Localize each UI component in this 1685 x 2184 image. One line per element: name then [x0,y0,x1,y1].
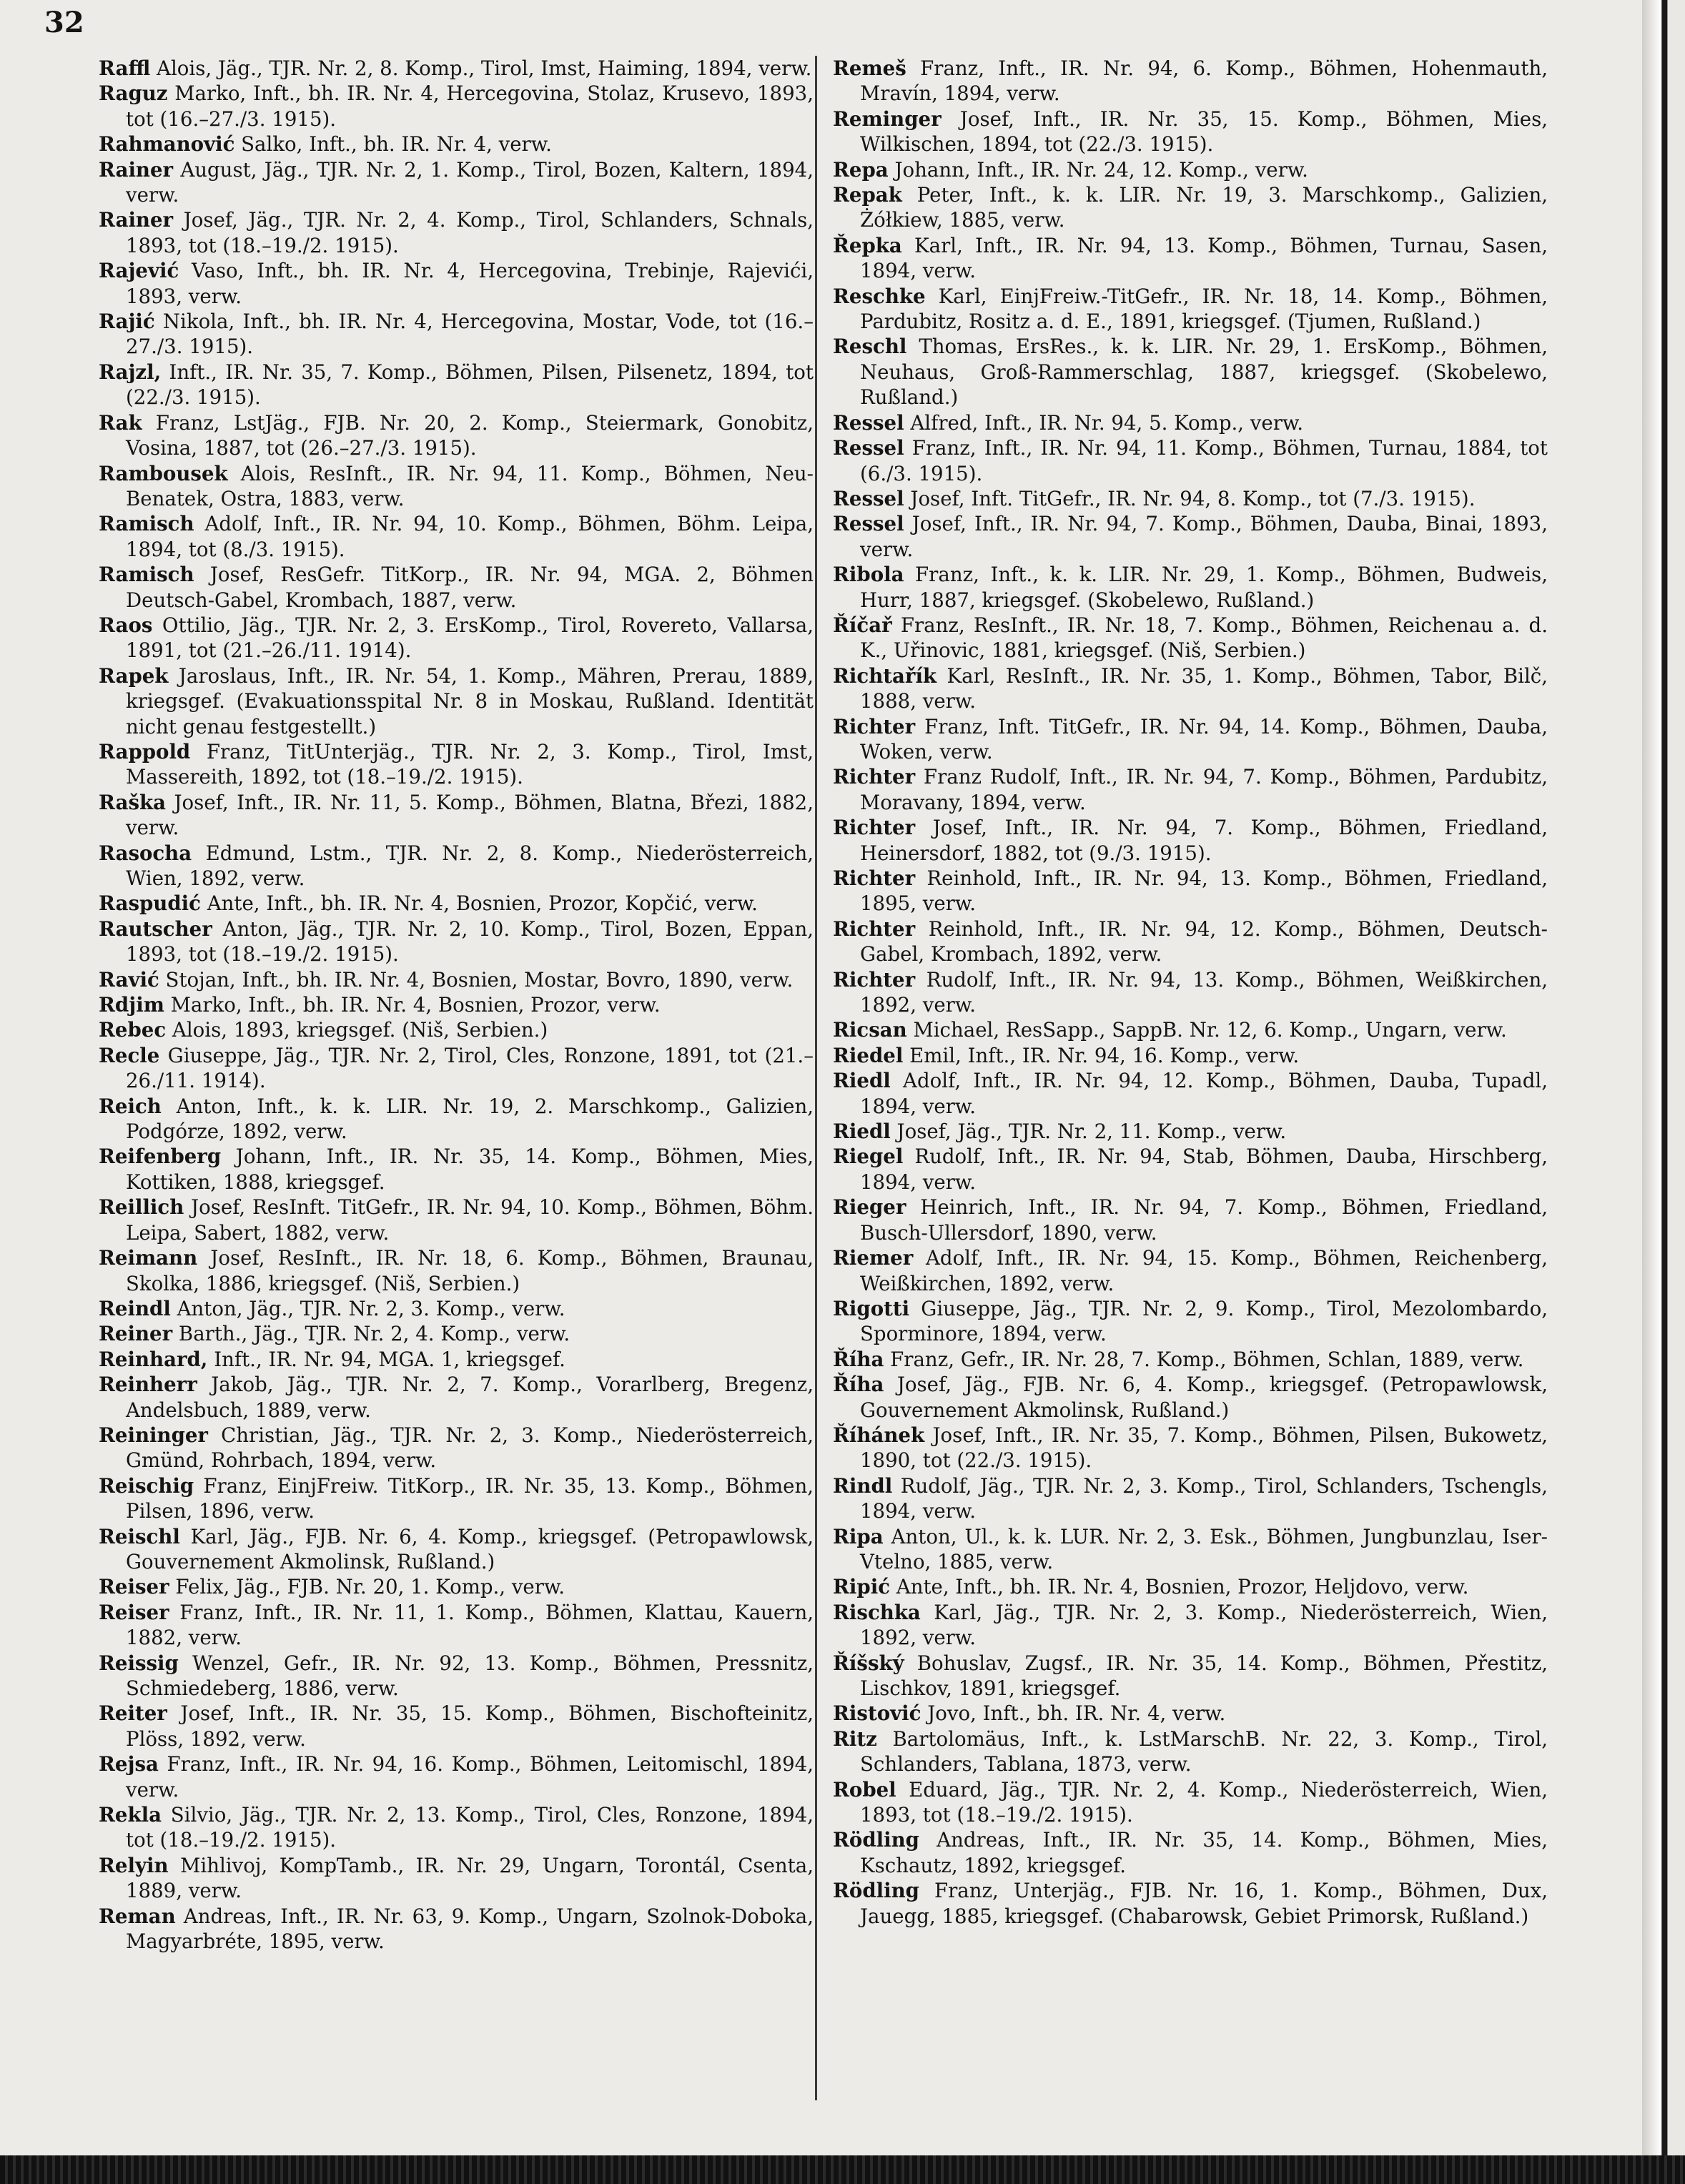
right-column [833,56,1548,1929]
entry-details: Alois, Jäg., TJR. Nr. 2, 8. Komp., Tirol, Imst, Haiming, 1894, verw. [150,56,812,80]
list-entry [833,1423,1548,1473]
list-entry [833,1144,1548,1195]
entry-surname: Raguz [99,81,168,106]
list-entry [99,1296,814,1321]
entry-details: Josef, Jäg., FJB. Nr. 6, 4. Komp., kriegsgef. (Petropawlowsk, Gouvernement Akmolinsk, Rußland.) [860,1373,1548,1422]
entry-surname: Řepka [833,233,902,257]
list-entry [833,233,1548,284]
column-divider [815,56,817,2100]
entry-details: Stojan, Inft., bh. IR. Nr. 4, Bosnien, Mostar, Bovro, 1890, verw. [159,967,794,992]
entry-details: Peter, Inft., k. k. LIR. Nr. 19, 3. Marschkomp., Galizien, Żółkiew, 1885, verw. [860,183,1548,232]
entry-surname: Richter [833,714,916,738]
entry-details: Josef, Inft., IR. Nr. 11, 5. Komp., Böhmen, Blatna, Březi, 1882, verw. [126,790,814,840]
entry-surname: Raspudić [99,891,201,916]
entry-surname: Říčař [833,613,892,637]
list-entry [99,1574,814,1599]
list-entry [99,1245,814,1296]
list-entry [833,1296,1548,1347]
entry-details: Josef, Inft., IR. Nr. 94, 7. Komp., Böhmen, Friedland, Heinersdorf, 1882, tot (9./3. 1915). [860,816,1548,865]
entry-details: Franz, Unterjäg., FJB. Nr. 16, 1. Komp., Böhmen, Dux, Jauegg, 1885, kriegsgef. (Chabarowsk, Gebiet Primorsk, Rußland.) [860,1879,1548,1928]
entry-surname: Rahmanović [99,132,235,157]
entry-surname: Ressel [833,486,904,510]
entry-surname: Reiser [99,1600,169,1624]
entry-details: Josef, Jäg., TJR. Nr. 2, 4. Komp., Tirol, Schlanders, Schnals, 1893, tot (18.–19./2. 1915). [126,208,814,257]
list-entry [99,916,814,967]
entry-surname: Richter [833,916,916,941]
list-entry [833,1068,1548,1119]
list-entry [99,1372,814,1423]
list-entry [833,157,1548,182]
entry-details: Karl, EinjFreiw.-TitGefr., IR. Nr. 18, 14. Komp., Böhmen, Pardubitz, Rositz a. d. E., 1891, kriegsgef. (Tjumen, Rußland.) [860,284,1548,334]
entry-surname: Rieger [833,1195,906,1220]
entry-details: Josef, Inft., IR. Nr. 35, 15. Komp., Böhmen, Mies, Wilkischen, 1894, tot (22./3. 1915). [860,107,1548,157]
list-entry [833,1827,1548,1878]
list-entry [99,790,814,841]
entry-surname: Rautscher [99,916,212,941]
entry-surname: Reschke [833,284,926,308]
list-entry [99,410,814,461]
entry-details: Alfred, Inft., IR. Nr. 94, 5. Komp., verw. [904,410,1304,435]
entry-details: Franz, LstJäg., FJB. Nr. 20, 2. Komp., Steiermark, Gonobitz, Vosina, 1887, tot (26.–27./3. 1915). [126,410,814,460]
entry-surname: Reillich [99,1195,184,1220]
entry-details: Rudolf, Inft., IR. Nr. 94, 13. Komp., Böhmen, Weißkirchen, 1892, verw. [860,967,1548,1017]
entry-details: Franz Rudolf, Inft., IR. Nr. 94, 7. Komp., Böhmen, Pardubitz, Moravany, 1894, verw. [860,765,1548,814]
entry-surname: Richter [833,967,916,992]
entry-details: Christian, Jäg., TJR. Nr. 2, 3. Komp., Niederösterreich, Gmünd, Rohrbach, 1894, verw. [126,1423,814,1473]
entry-details: Nikola, Inft., bh. IR. Nr. 4, Hercegovina, Mostar, Vode, tot (16.–27./3. 1915). [126,310,814,359]
entry-surname: Rindl [833,1473,893,1498]
list-entry [99,613,814,663]
list-entry [833,334,1548,410]
entry-details: Marko, Inft., bh. IR. Nr. 4, Bosnien, Prozor, verw. [164,993,661,1017]
entry-surname: Rischka [833,1600,921,1624]
entry-details: Inft., IR. Nr. 35, 7. Komp., Böhmen, Pilsen, Pilsenetz, 1894, tot (22./3. 1915). [126,360,814,410]
entry-surname: Reiner [99,1322,173,1346]
list-entry [99,1473,814,1524]
list-entry [99,1017,814,1042]
entry-surname: Raška [99,790,166,814]
entry-surname: Raos [99,613,153,637]
entry-surname: Ribola [833,563,904,587]
entry-details: Felix, Jäg., FJB. Nr. 20, 1. Komp., verw. [169,1575,565,1599]
entry-details: Inft., IR. Nr. 94, MGA. 1, kriegsgef. [207,1347,565,1371]
left-column [99,56,814,1954]
list-entry [99,739,814,790]
entry-surname: Riedl [833,1120,891,1144]
list-entry [833,663,1548,714]
entry-details: Josef, ResGefr. TitKorp., IR. Nr. 94, MGA. 2, Böhmen Deutsch-Gabel, Krombach, 1887, verw. [126,563,814,612]
list-entry [99,258,814,309]
entry-surname: Rödling [833,1879,919,1903]
list-entry [99,81,814,132]
list-entry [833,815,1548,866]
entry-surname: Ripa [833,1524,884,1548]
list-entry [99,1802,814,1853]
list-entry [833,764,1548,815]
entry-details: Jaroslaus, Inft., IR. Nr. 54, 1. Komp., Mähren, Prerau, 1889, kriegsgef. (Evakuationsspital Nr. 8 in Moskau, Rußland. Identität nicht genau festgestellt.) [126,663,814,738]
entry-details: Marko, Inft., bh. IR. Nr. 4, Hercegovina, Stolaz, Krusevo, 1893, tot (16.–27./3. 1915). [126,81,814,131]
list-entry [99,56,814,81]
entry-surname: Rambousek [99,461,228,485]
list-entry [99,1321,814,1346]
entry-surname: Ripić [833,1575,890,1599]
entry-details: Adolf, Inft., IR. Nr. 94, 15. Komp., Böhmen, Reichenberg, Weißkirchen, 1892, verw. [860,1246,1548,1295]
list-entry [833,613,1548,663]
entry-surname: Říšský [833,1651,904,1675]
entry-details: Anton, Ul., k. k. LUR. Nr. 2, 3. Esk., Böhmen, Jungbunzlau, Iser-Vtelno, 1885, verw. [860,1524,1548,1573]
entry-surname: Ressel [833,436,904,460]
entry-details: Adolf, Inft., IR. Nr. 94, 12. Komp., Böhmen, Dauba, Tupadl, 1894, verw. [860,1069,1548,1118]
list-entry [833,284,1548,335]
list-entry [833,1651,1548,1701]
entry-details: Rudolf, Inft., IR. Nr. 94, Stab, Böhmen, Dauba, Hirschberg, 1894, verw. [860,1145,1548,1194]
list-entry [833,1878,1548,1929]
entry-surname: Ressel [833,410,904,435]
entry-surname: Ramisch [99,563,194,587]
entry-details: Rudolf, Jäg., TJR. Nr. 2, 3. Komp., Tirol, Schlanders, Tschengls, 1894, verw. [860,1473,1548,1523]
entry-details: Karl, Jäg., FJB. Nr. 6, 4. Komp., kriegsgef. (Petropawlowsk, Gouvernement Akmolinsk, Rußland.) [126,1524,814,1573]
entry-surname: Riemer [833,1246,914,1270]
entry-details: Karl, Inft., IR. Nr. 94, 13. Komp., Böhmen, Turnau, Sasen, 1894, verw. [860,233,1548,283]
list-entry [99,663,814,739]
entry-details: Johann, Inft., IR. Nr. 24, 12. Komp., verw. [888,157,1308,182]
entry-details: August, Jäg., TJR. Nr. 2, 1. Komp., Tirol, Bozen, Kaltern, 1894, verw. [126,157,814,207]
entry-details: Ante, Inft., bh. IR. Nr. 4, Bosnien, Prozor, Heljdovo, verw. [890,1575,1469,1599]
list-entry [833,1372,1548,1423]
entry-details: Josef, ResInft. TitGefr., IR. Nr. 94, 10. Komp., Böhmen, Böhm. Leipa, Sabert, 1882, verw. [126,1195,814,1245]
list-entry [833,714,1548,765]
entry-details: Franz, Inft., IR. Nr. 11, 1. Komp., Böhmen, Klattau, Kauern, 1882, verw. [126,1600,814,1650]
list-entry [833,1574,1548,1599]
entry-surname: Ramisch [99,512,194,536]
entry-details: Heinrich, Inft., IR. Nr. 94, 7. Komp., Böhmen, Friedland, Busch-Ullersdorf, 1890, verw. [860,1195,1548,1245]
entry-surname: Remeš [833,56,906,80]
list-entry [99,967,814,992]
list-entry [833,1701,1548,1726]
entry-surname: Reiter [99,1701,167,1726]
entry-surname: Richtařík [833,663,937,688]
entry-surname: Reschl [833,335,907,359]
entry-details: Anton, Jäg., TJR. Nr. 2, 3. Komp., verw. [170,1296,565,1320]
entry-surname: Recle [99,1043,160,1067]
scan-edge-bottom [0,2155,1685,2184]
entry-details: Franz, EinjFreiw. TitKorp., IR. Nr. 35, 13. Komp., Böhmen, Pilsen, 1896, verw. [126,1473,814,1523]
entry-details: Josef, Inft., IR. Nr. 35, 7. Komp., Böhmen, Pilsen, Bukowetz, 1890, tot (22./3. 1915). [860,1423,1548,1473]
entry-details: Reinhold, Inft., IR. Nr. 94, 12. Komp., Böhmen, Deutsch-Gabel, Krombach, 1892, verw. [860,916,1548,967]
entry-surname: Raffl [99,56,151,80]
list-entry [99,157,814,208]
entry-surname: Richter [833,866,916,890]
entry-details: Johann, Inft., IR. Nr. 35, 14. Komp., Böhmen, Mies, Kottiken, 1888, kriegsgef. [126,1145,814,1194]
entry-surname: Reman [99,1904,176,1928]
page-number: 32 [44,6,84,39]
entry-details: Ottilio, Jäg., TJR. Nr. 2, 3. ErsKomp., Tirol, Rovereto, Vallarsa, 1891, tot (21.–26./11. 1914). [126,613,814,663]
entry-surname: Reifenberg [99,1145,222,1169]
entry-surname: Richter [833,765,916,789]
entry-details: Eduard, Jäg., TJR. Nr. 2, 4. Komp., Niederösterreich, Wien, 1893, tot (18.–19./2. 1915). [860,1777,1548,1827]
entry-details: Franz, Inft., k. k. LIR. Nr. 29, 1. Komp., Böhmen, Budweis, Hurr, 1887, kriegsgef. (Skobelewo, Rußland.) [860,563,1548,612]
list-entry [99,461,814,512]
entry-surname: Riegel [833,1145,904,1169]
list-entry [833,107,1548,157]
entry-surname: Ristović [833,1701,921,1726]
entry-details: Karl, ResInft., IR. Nr. 35, 1. Komp., Böhmen, Tabor, Bilč, 1888, verw. [860,663,1548,713]
list-entry [99,1651,814,1701]
entry-details: Karl, Jäg., TJR. Nr. 2, 3. Komp., Niederösterreich, Wien, 1892, verw. [860,1600,1548,1650]
list-entry [833,1524,1548,1575]
entry-surname: Ritz [833,1726,877,1751]
scan-edge-right [1642,0,1685,2184]
entry-surname: Repak [833,183,902,207]
list-entry [833,1043,1548,1068]
entry-surname: Reich [99,1094,162,1118]
entry-details: Franz, Inft. TitGefr., IR. Nr. 94, 14. Komp., Böhmen, Dauba, Woken, verw. [860,714,1548,764]
entry-details: Adolf, Inft., IR. Nr. 94, 10. Komp., Böhmen, Böhm. Leipa, 1894, tot (8./3. 1915). [126,512,814,561]
entry-surname: Rejsa [99,1752,159,1777]
list-entry [833,511,1548,562]
entry-surname: Ressel [833,512,904,536]
list-entry [99,1144,814,1195]
list-entry [833,1473,1548,1524]
list-entry [833,1017,1548,1042]
entry-details: Thomas, ErsRes., k. k. LIR. Nr. 29, 1. ErsKomp., Böhmen, Neuhaus, Groß-Rammerschlag, 1887, kriegsgef. (Skobelewo, Rußland.) [860,335,1548,410]
entry-details: Vaso, Inft., bh. IR. Nr. 4, Hercegovina, Trebinje, Rajevići, 1893, verw. [126,259,814,308]
entry-surname: Relyin [99,1853,169,1877]
entry-details: Bartolomäus, Inft., k. LstMarschB. Nr. 22, 3. Komp., Tirol, Schlanders, Tablana, 1873, verw. [860,1726,1548,1777]
entry-surname: Reminger [833,107,942,131]
entry-details: Giuseppe, Jäg., TJR. Nr. 2, 9. Komp., Tirol, Mezolombardo, Sporminore, 1894, verw. [860,1296,1548,1346]
list-entry [833,1119,1548,1144]
entry-details: Josef, Inft. TitGefr., IR. Nr. 94, 8. Komp., tot (7./3. 1915). [904,486,1476,510]
list-entry [99,1347,814,1372]
entry-details: Franz, ResInft., IR. Nr. 18, 7. Komp., Böhmen, Reichenau a. d. K., Uřinovic, 1881, kriegsgef. (Niš, Serbien.) [860,613,1548,663]
entry-surname: Rak [99,410,142,435]
list-entry [99,891,814,916]
list-entry [833,435,1548,486]
entry-details: Michael, ResSapp., SappB. Nr. 12, 6. Komp., Ungarn, verw. [906,1018,1507,1042]
entry-details: Franz, Inft., IR. Nr. 94, 11. Komp., Böhmen, Turnau, 1884, tot (6./3. 1915). [860,436,1548,485]
entry-surname: Rapek [99,663,169,688]
list-entry [99,1701,814,1751]
entry-surname: Richter [833,816,916,840]
list-entry [833,1777,1548,1828]
list-entry [833,967,1548,1018]
list-entry [99,309,814,360]
entry-surname: Říha [833,1373,884,1397]
entry-surname: Riedel [833,1043,904,1067]
entry-details: Anton, Jäg., TJR. Nr. 2, 10. Komp., Tirol, Bozen, Eppan, 1893, tot (18.–19./2. 1915). [126,916,814,967]
list-entry [833,916,1548,967]
entry-surname: Rainer [99,208,174,232]
entry-details: Salko, Inft., bh. IR. Nr. 4, verw. [234,132,552,157]
list-entry [833,410,1548,435]
entry-details: Josef, Inft., IR. Nr. 94, 7. Komp., Böhmen, Dauba, Binai, 1893, verw. [860,512,1548,561]
entry-surname: Reinherr [99,1373,197,1397]
list-entry [833,1347,1548,1372]
entry-surname: Rajzl, [99,360,162,384]
entry-details: Ante, Inft., bh. IR. Nr. 4, Bosnien, Prozor, Kopčić, verw. [200,891,758,916]
entry-surname: Reinhard, [99,1347,208,1371]
entry-details: Giuseppe, Jäg., TJR. Nr. 2, Tirol, Cles, Ronzone, 1891, tot (21.–26./11. 1914). [126,1043,814,1093]
list-entry [99,1195,814,1245]
entry-surname: Reischl [99,1524,180,1548]
entry-surname: Reischig [99,1473,194,1498]
entry-surname: Reiser [99,1575,169,1599]
entry-details: Mihlivoj, KompTamb., IR. Nr. 29, Ungarn, Torontál, Csenta, 1889, verw. [126,1853,814,1903]
entry-details: Reinhold, Inft., IR. Nr. 94, 13. Komp., Böhmen, Friedland, 1895, verw. [860,866,1548,916]
entry-details: Silvio, Jäg., TJR. Nr. 2, 13. Komp., Tirol, Cles, Ronzone, 1894, tot (18.–19./2. 1915). [126,1803,814,1852]
list-entry [833,486,1548,511]
entry-surname: Reindl [99,1296,171,1320]
entry-details: Bohuslav, Zugsf., IR. Nr. 35, 14. Komp., Böhmen, Přestitz, Lischkov, 1891, kriegsgef. [860,1651,1548,1700]
entry-surname: Rödling [833,1828,919,1852]
entry-surname: Rappold [99,739,191,764]
entry-details: Franz, Inft., IR. Nr. 94, 6. Komp., Böhmen, Hohenmauth, Mravín, 1894, verw. [860,56,1548,106]
list-entry [833,1600,1548,1651]
list-entry [99,1094,814,1145]
entry-surname: Říhánek [833,1423,925,1447]
entry-details: Alois, 1893, kriegsgef. (Niš, Serbien.) [166,1018,548,1042]
entry-surname: Riedl [833,1069,891,1093]
list-entry [833,866,1548,916]
entry-surname: Ravić [99,967,159,992]
list-entry [99,132,814,157]
entry-details: Josef, ResInft., IR. Nr. 18, 6. Komp., Böhmen, Braunau, Skolka, 1886, kriegsgef. (Niš, Serbien.) [126,1246,814,1295]
entry-surname: Rebec [99,1018,167,1042]
entry-details: Emil, Inft., IR. Nr. 94, 16. Komp., verw. [903,1043,1300,1067]
entry-details: Josef, Inft., IR. Nr. 35, 15. Komp., Böhmen, Bischofteinitz, Plöss, 1892, verw. [126,1701,814,1751]
entry-surname: Rasocha [99,841,192,865]
entry-surname: Repa [833,157,889,182]
list-entry [99,360,814,410]
list-entry [99,511,814,562]
entry-details: Andreas, Inft., IR. Nr. 63, 9. Komp., Ungarn, Szolnok-Doboka, Magyarbréte, 1895, verw. [126,1904,814,1954]
list-entry [99,1423,814,1473]
list-entry [99,207,814,258]
entry-details: Josef, Jäg., TJR. Nr. 2, 11. Komp., verw. [890,1120,1287,1144]
list-entry [99,1524,814,1575]
entry-details: Wenzel, Gefr., IR. Nr. 92, 13. Komp., Böhmen, Pressnitz, Schmiedeberg, 1886, verw. [126,1651,814,1700]
entry-surname: Robel [833,1777,896,1802]
list-entry [833,562,1548,613]
entry-details: Franz, Inft., IR. Nr. 94, 16. Komp., Böhmen, Leitomischl, 1894, verw. [126,1752,814,1802]
list-entry [99,1904,814,1955]
entry-details: Andreas, Inft., IR. Nr. 35, 14. Komp., Böhmen, Mies, Kschautz, 1892, kriegsgef. [860,1828,1548,1877]
entry-surname: Rainer [99,157,174,182]
entry-details: Franz, TitUnterjäg., TJR. Nr. 2, 3. Komp., Tirol, Imst, Massereith, 1892, tot (18.–19./2. 1915). [126,739,814,789]
list-entry [833,1726,1548,1777]
list-entry [99,992,814,1017]
entry-details: Jovo, Inft., bh. IR. Nr. 4, verw. [921,1701,1226,1726]
entry-surname: Reissig [99,1651,179,1675]
entry-surname: Říha [833,1347,884,1371]
entry-details: Jakob, Jäg., TJR. Nr. 2, 7. Komp., Vorarlberg, Bregenz, Andelsbuch, 1889, verw. [126,1373,814,1422]
list-entry [99,562,814,613]
entry-surname: Reimann [99,1246,198,1270]
list-entry [99,841,814,891]
list-entry [99,1043,814,1094]
list-entry [99,1853,814,1904]
list-entry [833,1195,1548,1245]
list-entry [833,1245,1548,1296]
entry-details: Anton, Inft., k. k. LIR. Nr. 19, 2. Marschkomp., Galizien, Podgórze, 1892, verw. [126,1094,814,1144]
entry-surname: Rajić [99,310,155,334]
entry-surname: Rekla [99,1803,162,1827]
list-entry [833,182,1548,233]
entry-surname: Rdjim [99,993,164,1017]
entry-surname: Rajević [99,259,179,283]
entry-details: Edmund, Lstm., TJR. Nr. 2, 8. Komp., Niederösterreich, Wien, 1892, verw. [126,841,814,890]
entry-surname: Rigotti [833,1296,910,1320]
list-entry [833,56,1548,107]
list-entry [99,1751,814,1802]
entry-details: Barth., Jäg., TJR. Nr. 2, 4. Komp., verw. [172,1322,570,1346]
entry-surname: Ricsan [833,1018,907,1042]
list-entry [99,1600,814,1651]
entry-details: Franz, Gefr., IR. Nr. 28, 7. Komp., Böhmen, Schlan, 1889, verw. [884,1347,1524,1371]
entry-surname: Reininger [99,1423,208,1447]
entry-details: Alois, ResInft., IR. Nr. 94, 11. Komp., Böhmen, Neu-Benatek, Ostra, 1883, verw. [126,461,814,510]
